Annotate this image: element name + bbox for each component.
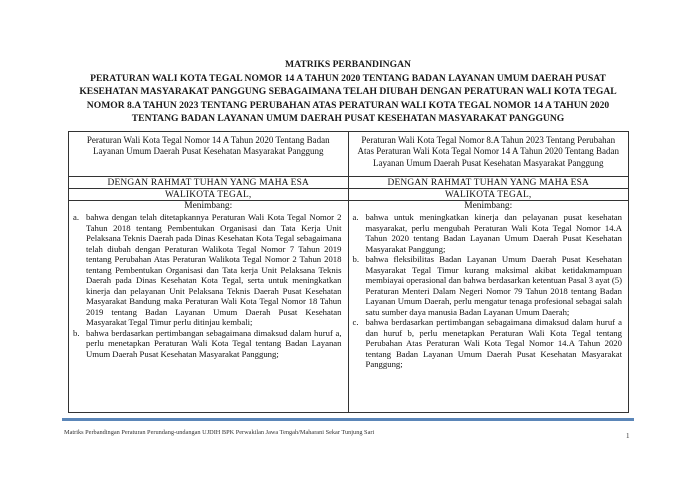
item-label: a. [352,212,359,222]
document-title [60,58,636,126]
left-menimbang: Menimbang: [184,201,233,211]
consideration-item [353,317,623,370]
item-label: a. [73,212,80,222]
item-text: bahwa berdasarkan pertimbangan sebagaimana dimaksud dalam huruf a, perlu menetapkan Peraturan Wali Kota Tegal tentang Badan Layanan Umum Daerah Pusat Kesehatan Masyarakat Panggung; [86,327,342,359]
consideration-item [73,328,342,360]
consideration-item [73,212,342,328]
left-walikota: WALIKOTA TEGAL, [69,189,348,201]
item-text: bahwa berdasarkan pertimbangan sebagaimana dimaksud dalam huruf a dan huruf b, perlu menetapkan Peraturan Wali Kota Tegal tentang Perubahan Atas Peraturan Wali Kota Tegal Nomor 14.A Tahun 2020 tentang Badan Layanan Umum Daerah Pusat Kesehatan Masyarakat Panggung; [365,317,622,369]
page-number: 1 [626,432,630,440]
right-column-header: Peraturan Wali Kota Tegal Nomor 8.A Tahun 2023 Tentang Perubahan Atas Peraturan Wali Kota Tegal Nomor 14 A Tahun 2020 Tentang Badan Layanan Umum Daerah Pusat Kesehatan Masyarakat Panggung [349,132,629,177]
item-label: b. [73,327,80,338]
title-line-3: KESEHATAN MASYARAKAT PANGGUNG SEBAGAIMANA TELAH DIUBAH DENGAN PERATURAN WALI KOTA TEGAL [79,86,617,98]
right-column [349,132,629,412]
title-line-4: NOMOR 8.A TAHUN 2023 TENTANG PERUBAHAN ATAS PERATURAN WALI KOTA TEGAL NOMOR 14 A TAHUN 2020 [86,99,610,111]
title-line-1: MATRIKS PERBANDINGAN [285,59,411,70]
item-label: b. [352,254,360,264]
left-considerations [69,212,348,359]
left-column-header: Peraturan Wali Kota Tegal Nomor 14 A Tahun 2020 Tentang Badan Layanan Umum Daerah Pusat Kesehatan Masyarakat Panggung [69,132,348,177]
item-label: c. [352,317,359,327]
item-text: bahwa untuk meningkatkan kinerja dan pelayanan pusat kesehatan masyarakat, perlu mengubah Peraturan Wali Kota Tegal Nomor 14.A Tahun 2020 tentang Badan Layanan Umum Daerah Pusat Kesehatan Masyarakat Panggung; [365,212,622,254]
title-line-2: PERATURAN WALI KOTA TEGAL NOMOR 14 A TAHUN 2020 TENTANG BADAN LAYANAN UMUM DAERAH PUSAT [90,72,606,84]
consideration-item [353,212,623,254]
title-line-5: TENTANG BADAN LAYANAN UMUM DAERAH PUSAT KESEHATAN MASYARAKAT PANGGUNG [131,113,565,125]
item-text: bahwa dengan telah ditetapkannya Peraturan Wali Kota Tegal Nomor 2 Tahun 2018 tentang Pembentukan Organisasi dan Tata Kerja Unit Pelaksana Teknis Daerah pada Dinas Kesehatan Kota Tegal sebagaimana telah diubah dengan Peraturan Walikota Tegal Nomor 7 Tahun 2019 tentang Perubahan Atas Peraturan Walikota Tegal Nomor 2 Tahun 2018 tentang Pembentukan Organisasi dan Tata kerja Unit Pelaksana Teknis Daerah pada Dinas Kesehatan Kota Tegal, serta untuk meningkatkan kinerja dan pelayanan Unit Pelaksana Teknis Daerah Pusat Kesehatan Masyarakat Bandung maka Peraturan Wali Kota Tegal Nomor 18 Tahun 2019 tentang Badan Layanan Umum Daerah Pusat Kesehatan Masyarakat Tegal Timur perlu ditinjau kembali; [86,212,342,327]
comparison-table [68,131,629,413]
right-walikota: WALIKOTA TEGAL, [349,189,629,201]
item-text: bahwa fleksibilitas Badan Layanan Umum Daerah Pusat Kesehatan Masyarakat Tegal Timur kurang maksimal akibat ketidakmampuan membiayai operasional dan bahwa berdasarkan ketentuan Pasal 3 ayat (5) Peraturan Menteri Dalam Negeri Nomor 79 Tahun 2018 tentang Badan Layanan Umum Daerah, perlu mengatur tenaga profesional sebagai salah satu sumber daya manusia Badan Layanan Umum Daerah; [365,254,622,317]
consideration-item [353,254,623,317]
right-rahmat: DENGAN RAHMAT TUHAN YANG MAHA ESA [349,177,629,189]
right-considerations [349,212,629,370]
footer-divider [62,418,634,421]
right-menimbang: Menimbang: [464,201,513,211]
footer-text: Matriks Perbandingan Peraturan Perundang-undangan UJDIH BPK Perwakilan Jawa Tengah/Maharani Sekar Tunjung Sari [64,429,375,436]
left-rahmat: DENGAN RAHMAT TUHAN YANG MAHA ESA [69,177,348,189]
left-column [69,132,349,412]
